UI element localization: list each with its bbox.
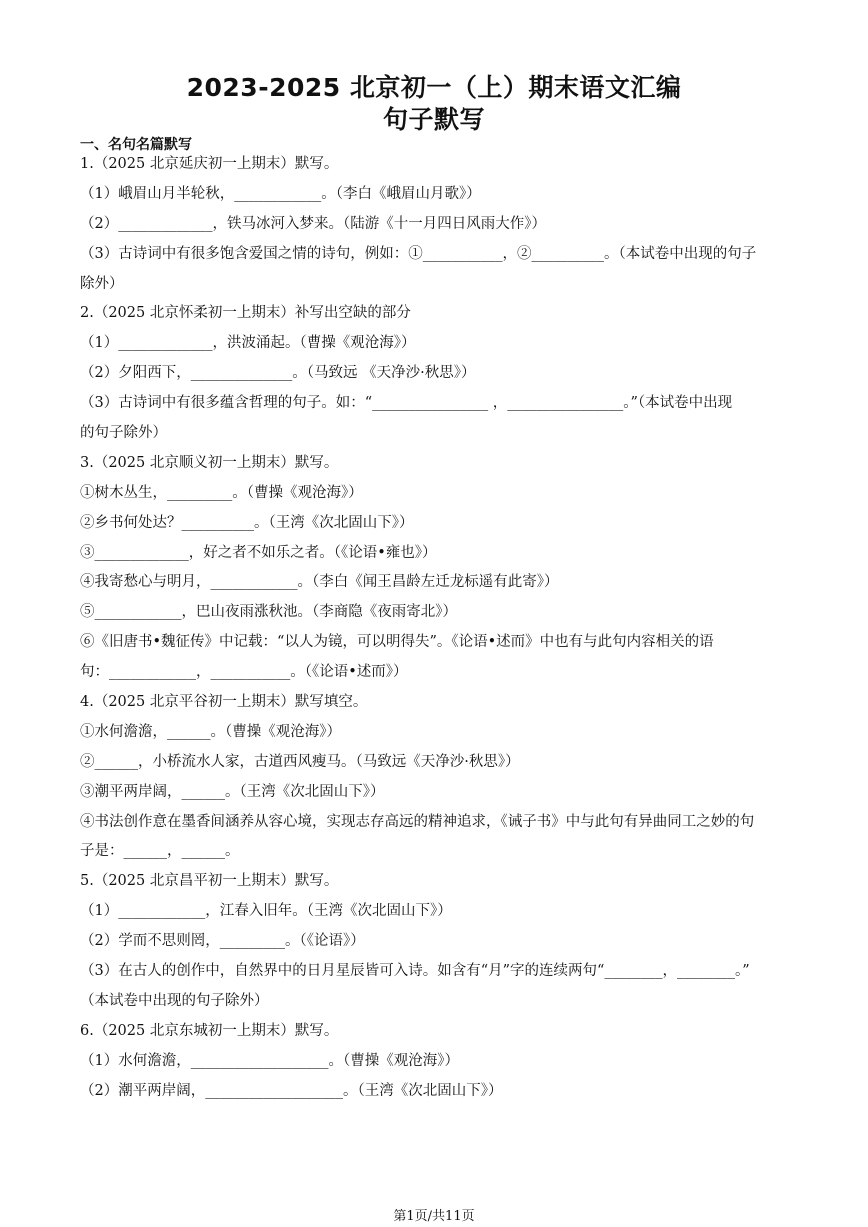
question-line: （1）峨眉山月半轮秋，____________。（李白《峨眉山月歌》） — [80, 185, 481, 202]
question-line: 5.（2025 北京昌平初一上期末）默写。 — [80, 873, 339, 890]
question-line: （3）古诗词中有很多饱含爱国之情的诗句，例如：①___________，②__________。（本试卷中出现的句子 — [80, 245, 757, 262]
page-number-footer: 第1页/共11页 — [393, 1209, 475, 1224]
question-line: （1）____________，江春入旧年。（王湾《次北固山下》） — [80, 903, 452, 920]
question-line: （本试卷中出现的句子除外） — [80, 992, 269, 1009]
question-line: ③_____________，好之者不如乐之者。（《论语•雍也》） — [80, 544, 437, 561]
question-line: （2）_____________，铁马冰河入梦来。（陆游《十一月四日风雨大作》） — [80, 215, 546, 232]
question-line: 2.（2025 北京怀柔初一上期末）补写出空缺的部分 — [80, 305, 411, 322]
question-line: ④我寄愁心与明月，____________。（李白《闻王昌龄左迁龙标遥有此寄》） — [80, 574, 559, 591]
document-subtitle: 句子默写 — [382, 105, 485, 134]
question-line: ⑤____________，巴山夜雨涨秋池。（李商隐《夜雨寄北》） — [80, 604, 457, 621]
question-line: （2）夕阳西下，______________。（马致远 《天净沙·秋思》） — [80, 365, 476, 382]
question-line: 1.（2025 北京延庆初一上期末）默写。 — [80, 156, 339, 172]
question-line: （2）潮平两岸阔，___________________。（王湾《次北固山下》） — [80, 1082, 503, 1099]
question-line: （1）_____________，洪波涌起。（曹操《观沧海》） — [80, 335, 416, 352]
question-line: ①树木丛生，_________。（曹操《观沧海》） — [80, 484, 363, 501]
question-line: 子是：______，______。 — [80, 843, 240, 860]
question-line: ③潮平两岸阔，______。（王湾《次北固山下》） — [80, 783, 385, 800]
question-line: （2）学而不思则罔，_________。（《论语》） — [80, 933, 365, 950]
question-line: 3.（2025 北京顺义初一上期末）默写。 — [80, 454, 339, 471]
question-line: ②乡书何处达？__________。（王湾《次北固山下》） — [80, 514, 414, 531]
section-heading: 一、名句名篇默写 — [80, 137, 192, 153]
question-line: ②______，小桥流水人家，古道西风瘦马。（马致远《天净沙·秋思》） — [80, 753, 520, 770]
document-title: 2023-2025 北京初一（上）期末语文汇编 — [186, 73, 682, 102]
question-line: ①水何澹澹，______。（曹操《观沧海》） — [80, 723, 341, 740]
question-line: 的句子除外） — [80, 425, 167, 442]
question-list — [80, 150, 792, 1107]
question-line: 句：____________，___________。（《论语•述而》） — [80, 664, 408, 681]
question-line: 6.（2025 北京东城初一上期末）默写。 — [80, 1022, 339, 1039]
question-line: ⑥《旧唐书•魏征传》中记载：“以人为镜，可以明得失”。《论语•述而》中也有与此句内容相关的语 — [80, 634, 714, 651]
question-line: （1）水何澹澹，___________________。（曹操《观沧海》） — [80, 1052, 459, 1069]
question-line: （3）古诗词中有很多蕴含哲理的句子。如：“________________ ，________________。”（本试卷中出现 — [80, 395, 733, 412]
question-line: 除外） — [80, 275, 124, 292]
question-line: （3）在古人的创作中，自然界中的日月星辰皆可入诗。如含有“月”字的连续两句“________，________。” — [80, 963, 750, 980]
question-line: 4.（2025 北京平谷初一上期末）默写填空。 — [80, 694, 368, 711]
question-line: ④书法创作意在墨香间涵养从容心境，实现志存高远的精神追求，《诫子书》中与此句有异曲同工之妙的句 — [80, 813, 755, 830]
